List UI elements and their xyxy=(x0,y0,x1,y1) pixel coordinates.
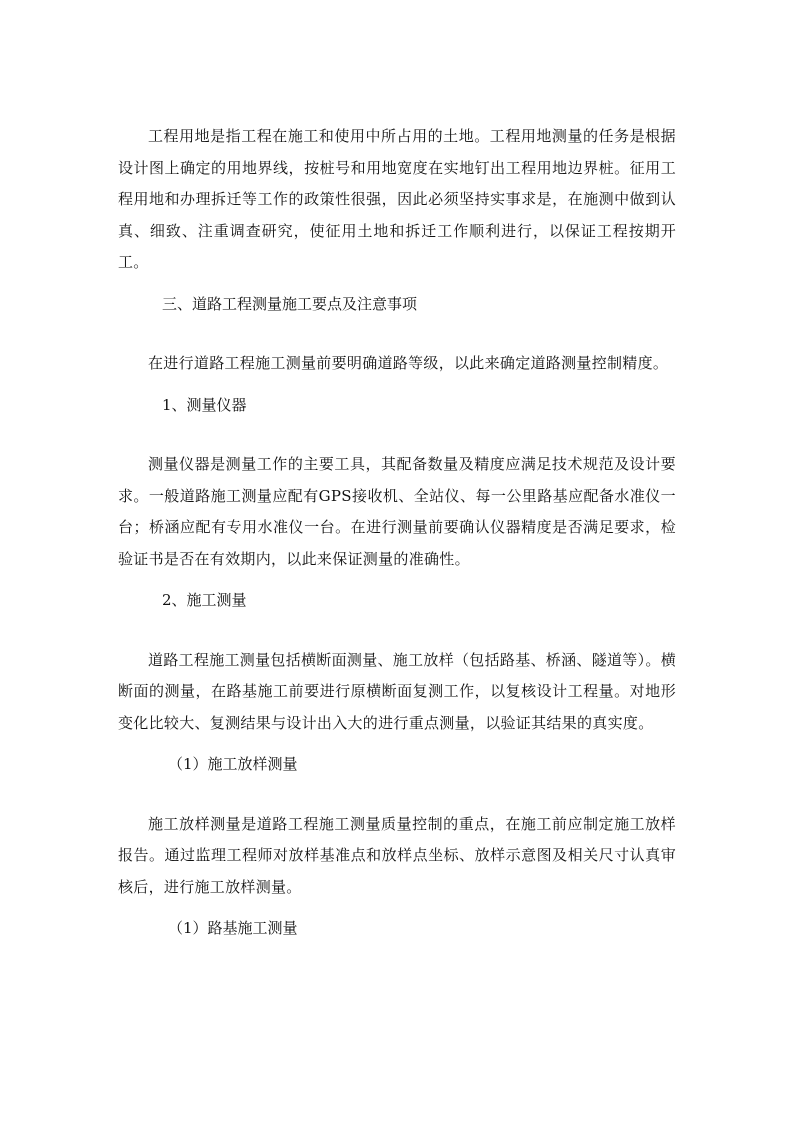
paragraph-setting-out: 施工放样测量是道路工程施工测量质量控制的重点，在施工前应制定施工放样报告。通过监理工程师对放样基准点和放样点坐标、放样示意图及相关尺寸认真审核后，进行施工放样测量。 xyxy=(118,814,676,896)
section-heading-3: 三、道路工程测量施工要点及注意事项 xyxy=(162,294,418,313)
document-page xyxy=(118,121,676,945)
paragraph-construction-survey: 道路工程施工测量包括横断面测量、施工放样（包括路基、桥涵、隧道等）。横断面的测量，在路基施工前要进行原横断面复测工作，以复核设计工程量。对地形变化比较大、复测结果与设计出入大的进行重点测量，以验证其结果的真实度。 xyxy=(118,650,677,732)
paragraph-land-use: 工程用地是指工程在施工和使用中所占用的土地。工程用地测量的任务是根据设计图上确定的用地界线，按桩号和用地宽度在实地钉出工程用地边界桩。征用工程用地和办理拆迁等工作的政策性很强，因此必须坚持实事求是，在施测中做到认真、细致、注重调查研究，使征用土地和拆迁工作顺利进行，以保证工程按期开工。 xyxy=(118,127,676,271)
subheading-subgrade: （1）路基施工测量 xyxy=(168,919,298,937)
subheading-construction-survey: 2、施工测量 xyxy=(162,591,247,609)
paragraph-instruments: 测量仪器是测量工作的主要工具，其配备数量及精度应满足技术规范及设计要求。一般道路施工测量应配有GPS接收机、全站仪、每一公里路基应配备水准仪一台；桥涵应配有专用水准仪一台。在进行测量前要确认仪器精度是否满足要求，检验证书是否在有效期内，以此来保证测量的准确性。 xyxy=(118,455,676,568)
subheading-setting-out: （1）施工放样测量 xyxy=(168,755,298,773)
paragraph-road-grade: 在进行道路工程施工测量前要明确道路等级，以此来确定道路测量控制精度。 xyxy=(148,354,669,372)
subheading-instruments: 1、测量仪器 xyxy=(162,395,247,414)
